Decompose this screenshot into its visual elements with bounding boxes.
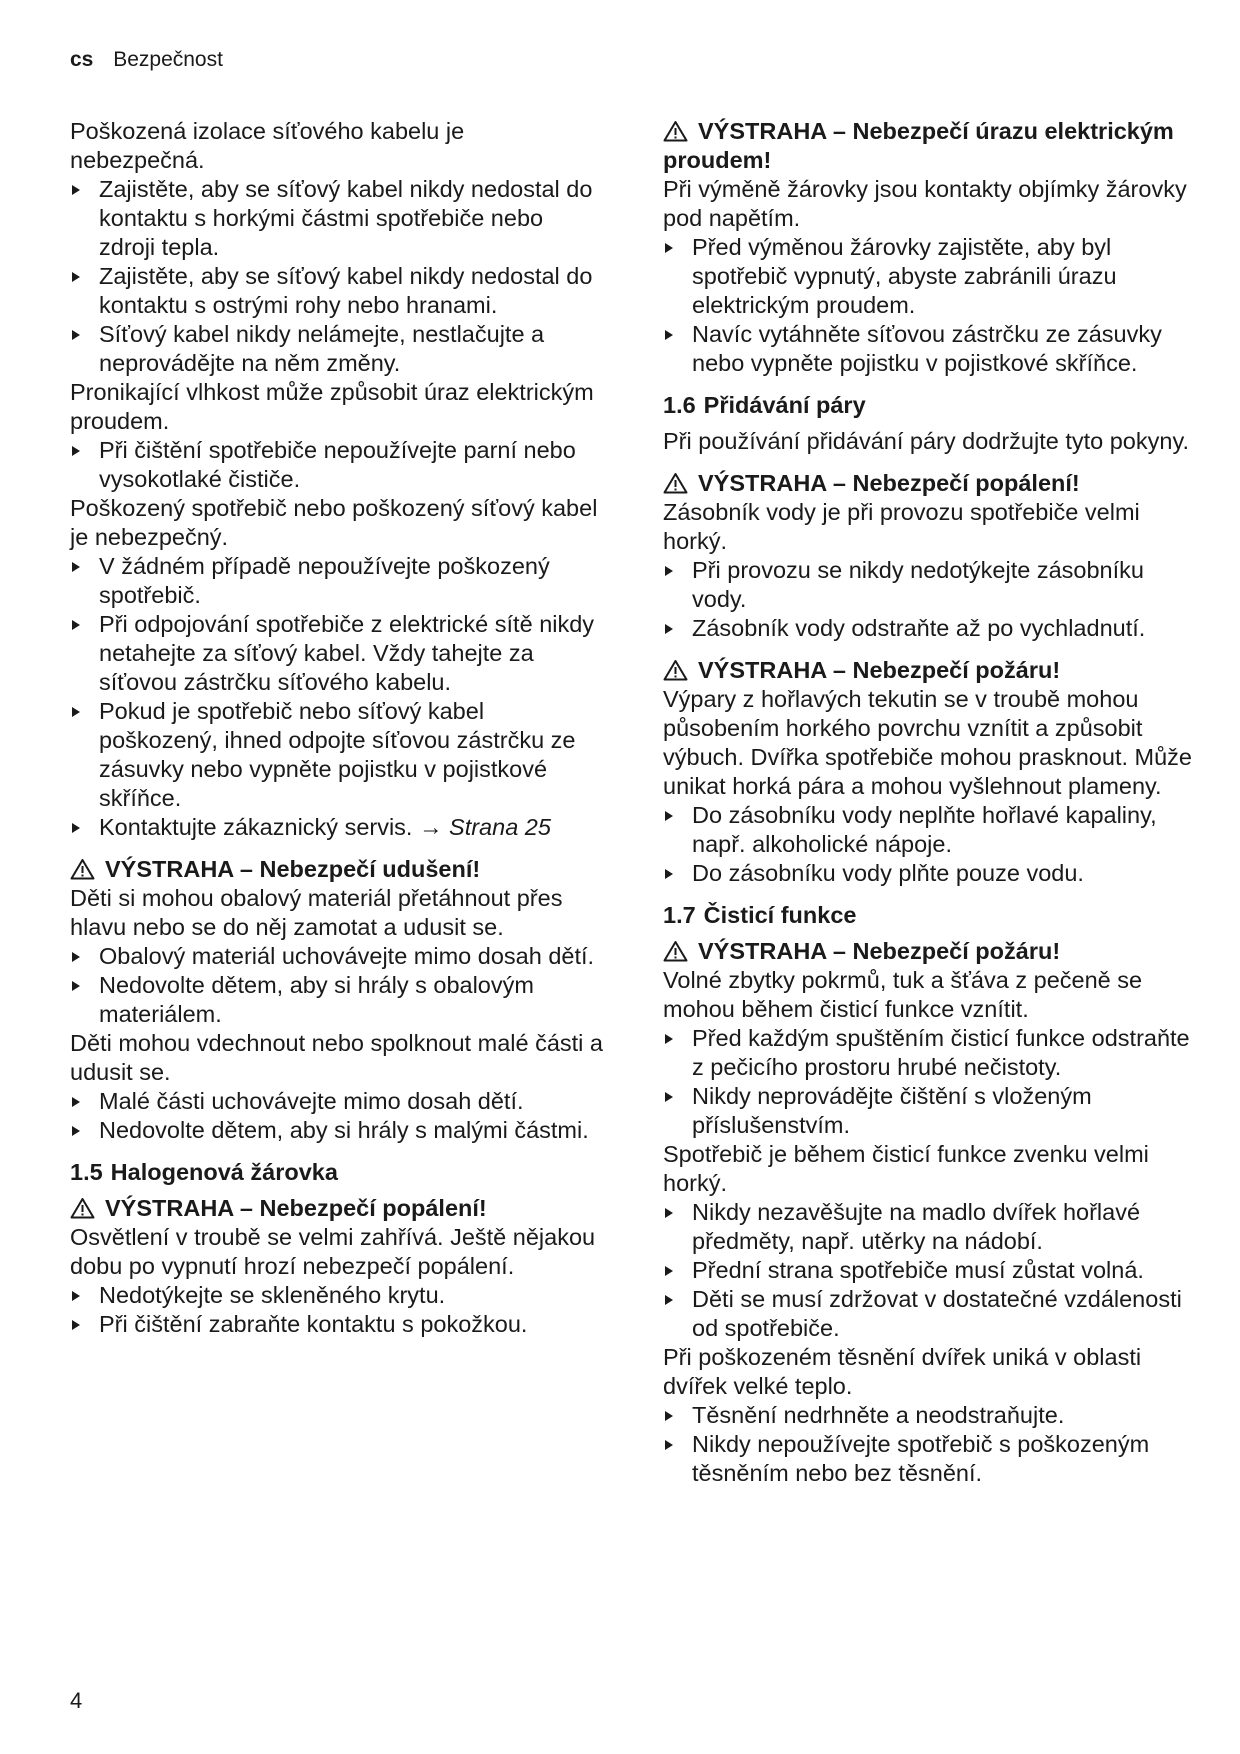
bullet-arrow-icon [72, 185, 80, 195]
paragraph: Výpary z hořlavých tekutin se v troubě mohou působením horkého povrchu vznítit a způsobit výbuch. Dvířka spotřebiče mohou prasknout. Může unikat horká pára a mohou vyšlehnout plameny. [663, 686, 1193, 799]
arrow-right-icon: → [419, 814, 443, 840]
list-item: Nedotýkejte se skleněného krytu. [70, 1281, 605, 1310]
warning-heading: VÝSTRAHA – Nebezpečí požáru! [663, 656, 1198, 685]
warning-heading: VÝSTRAHA – Nebezpečí požáru! [663, 937, 1198, 966]
bullet-list [70, 1087, 605, 1145]
list-item: Při provozu se nikdy nedotýkejte zásobníku vody. [663, 556, 1198, 614]
bullet-arrow-icon [665, 1208, 673, 1218]
list-item: V žádném případě nepoužívejte poškozený spotřebič. [70, 552, 605, 610]
bullet-arrow-icon [72, 707, 80, 717]
bullet-list [663, 1401, 1198, 1488]
bullet-list [70, 942, 605, 1029]
paragraph: Děti si mohou obalový materiál přetáhnout přes hlavu nebo se do něj zamotat a udusit se. [70, 885, 563, 940]
warning-triangle-icon [663, 120, 688, 142]
left-column [70, 117, 605, 1339]
list-item: Přední strana spotřebiče musí zůstat volná. [663, 1256, 1198, 1285]
list-item: Obalový materiál uchovávejte mimo dosah dětí. [70, 942, 605, 971]
paragraph: Poškozený spotřebič nebo poškozený síťový kabel je nebezpečný. [70, 495, 598, 550]
warning-triangle-icon [663, 940, 688, 962]
list-item: Do zásobníku vody plňte pouze vodu. [663, 859, 1198, 888]
list-item: Síťový kabel nikdy nelámejte, nestlačujte a neprovádějte na něm změny. [70, 320, 605, 378]
list-item: Navíc vytáhněte síťovou zástrčku ze zásuvky nebo vypněte pojistku v pojistkové skříňce. [663, 320, 1198, 378]
paragraph: Poškozená izolace síťového kabelu je nebezpečná. [70, 118, 465, 173]
bullet-list [70, 552, 605, 842]
list-item: Zásobník vody odstraňte až po vychladnutí. [663, 614, 1198, 643]
list-item: Pokud je spotřebič nebo síťový kabel poškozený, ihned odpojte síťovou zástrčku ze zásuvky nebo vypněte pojistku v pojistkové skříňce. [70, 697, 605, 813]
list-item: Zajistěte, aby se síťový kabel nikdy nedostal do kontaktu s ostrými rohy nebo hranami. [70, 262, 605, 320]
bullet-list [70, 175, 605, 378]
bullet-arrow-icon [72, 952, 80, 962]
paragraph: Při poškozeném těsnění dvířek uniká v oblasti dvířek velké teplo. [663, 1344, 1142, 1399]
list-item: Před každým spuštěním čisticí funkce odstraňte z pečicího prostoru hrubé nečistoty. [663, 1024, 1198, 1082]
list-item: Před výměnou žárovky zajistěte, aby byl spotřebič vypnutý, abyste zabránili úrazu elektrickým proudem. [663, 233, 1198, 320]
right-column [663, 117, 1198, 1488]
bullet-arrow-icon [665, 330, 673, 340]
list-item: Malé části uchovávejte mimo dosah dětí. [70, 1087, 605, 1116]
warning-heading: VÝSTRAHA – Nebezpečí úrazu elektrickým proudem! [663, 118, 1174, 173]
bullet-list [663, 801, 1198, 888]
list-item: Kontaktujte zákaznický servis. → Strana 25 [70, 813, 605, 842]
bullet-list [663, 1198, 1198, 1343]
list-item: Děti se musí zdržovat v dostatečné vzdálenosti od spotřebiče. [663, 1285, 1198, 1343]
warning-heading: VÝSTRAHA – Nebezpečí popálení! [70, 1194, 605, 1223]
bullet-arrow-icon [72, 823, 80, 833]
bullet-arrow-icon [665, 1092, 673, 1102]
list-item: Při čištění zabraňte kontaktu s pokožkou. [70, 1310, 605, 1339]
bullet-list [663, 1024, 1198, 1140]
bullet-arrow-icon [665, 869, 673, 879]
list-item: Nedovolte dětem, aby si hrály s malými částmi. [70, 1116, 605, 1145]
bullet-arrow-icon [72, 272, 80, 282]
bullet-arrow-icon [665, 1034, 673, 1044]
bullet-arrow-icon [665, 1411, 673, 1421]
bullet-arrow-icon [72, 562, 80, 572]
list-item: Zajistěte, aby se síťový kabel nikdy nedostal do kontaktu s horkými částmi spotřebiče nebo zdroji tepla. [70, 175, 605, 262]
page-reference-link[interactable]: Strana 25 [449, 814, 551, 840]
paragraph: Při výměně žárovky jsou kontakty objímky žárovky pod napětím. [663, 176, 1187, 231]
bullet-arrow-icon [72, 1320, 80, 1330]
section-heading: 1.7 Čisticí funkce [663, 902, 857, 928]
warning-triangle-icon [663, 472, 688, 494]
bullet-arrow-icon [72, 981, 80, 991]
list-item: Nikdy nepoužívejte spotřebič s poškozeným těsněním nebo bez těsnění. [663, 1430, 1198, 1488]
bullet-arrow-icon [72, 620, 80, 630]
bullet-arrow-icon [665, 243, 673, 253]
warning-triangle-icon [663, 659, 688, 681]
warning-heading: VÝSTRAHA – Nebezpečí popálení! [663, 469, 1198, 498]
warning-triangle-icon [70, 1197, 95, 1219]
paragraph: Děti mohou vdechnout nebo spolknout malé části a udusit se. [70, 1030, 603, 1085]
page-number: 4 [70, 1688, 83, 1713]
bullet-arrow-icon [72, 1126, 80, 1136]
list-item: Při odpojování spotřebiče z elektrické sítě nikdy netahejte za síťový kabel. Vždy tahejte za síťovou zástrčku síťového kabelu. [70, 610, 605, 697]
list-item: Nikdy nezavěšujte na madlo dvířek hořlavé předměty, např. utěrky na nádobí. [663, 1198, 1198, 1256]
paragraph: Zásobník vody je při provozu spotřebiče velmi horký. [663, 499, 1140, 554]
bullet-arrow-icon [72, 1291, 80, 1301]
bullet-arrow-icon [72, 1097, 80, 1107]
paragraph: Volné zbytky pokrmů, tuk a šťáva z pečeně se mohou během čisticí funkce vznítit. [663, 967, 1143, 1022]
bullet-list [70, 436, 605, 494]
bullet-arrow-icon [72, 330, 80, 340]
list-item: Těsnění nedrhněte a neodstraňujte. [663, 1401, 1198, 1430]
section-heading: 1.6 Přidávání páry [663, 392, 866, 418]
bullet-arrow-icon [665, 1266, 673, 1276]
bullet-arrow-icon [665, 811, 673, 821]
bullet-arrow-icon [72, 446, 80, 456]
section-heading: 1.5 Halogenová žárovka [70, 1159, 338, 1185]
paragraph: Spotřebič je během čisticí funkce zvenku velmi horký. [663, 1141, 1149, 1196]
bullet-arrow-icon [665, 566, 673, 576]
bullet-arrow-icon [665, 624, 673, 634]
bullet-arrow-icon [665, 1440, 673, 1450]
list-item: Do zásobníku vody neplňte hořlavé kapaliny, např. alkoholické nápoje. [663, 801, 1198, 859]
bullet-list [663, 233, 1198, 378]
list-item: Nedovolte dětem, aby si hrály s obalovým materiálem. [70, 971, 605, 1029]
bullet-arrow-icon [665, 1295, 673, 1305]
language-code: cs [70, 48, 94, 71]
list-item: Nikdy neprovádějte čištění s vloženým příslušenstvím. [663, 1082, 1198, 1140]
list-item: Při čištění spotřebiče nepoužívejte parní nebo vysokotlaké čističe. [70, 436, 605, 494]
warning-heading: VÝSTRAHA – Nebezpečí udušení! [70, 855, 605, 884]
paragraph: Pronikající vlhkost může způsobit úraz elektrickým proudem. [70, 379, 594, 434]
paragraph: Osvětlení v troubě se velmi zahřívá. Ještě nějakou dobu po vypnutí hrozí nebezpečí popálení. [70, 1224, 596, 1279]
bullet-list [70, 1281, 605, 1339]
bullet-list [663, 556, 1198, 643]
section-name: Bezpečnost [113, 48, 223, 71]
warning-triangle-icon [70, 858, 95, 880]
page-header [70, 47, 223, 73]
paragraph: Při používání přidávání páry dodržujte tyto pokyny. [663, 428, 1189, 454]
